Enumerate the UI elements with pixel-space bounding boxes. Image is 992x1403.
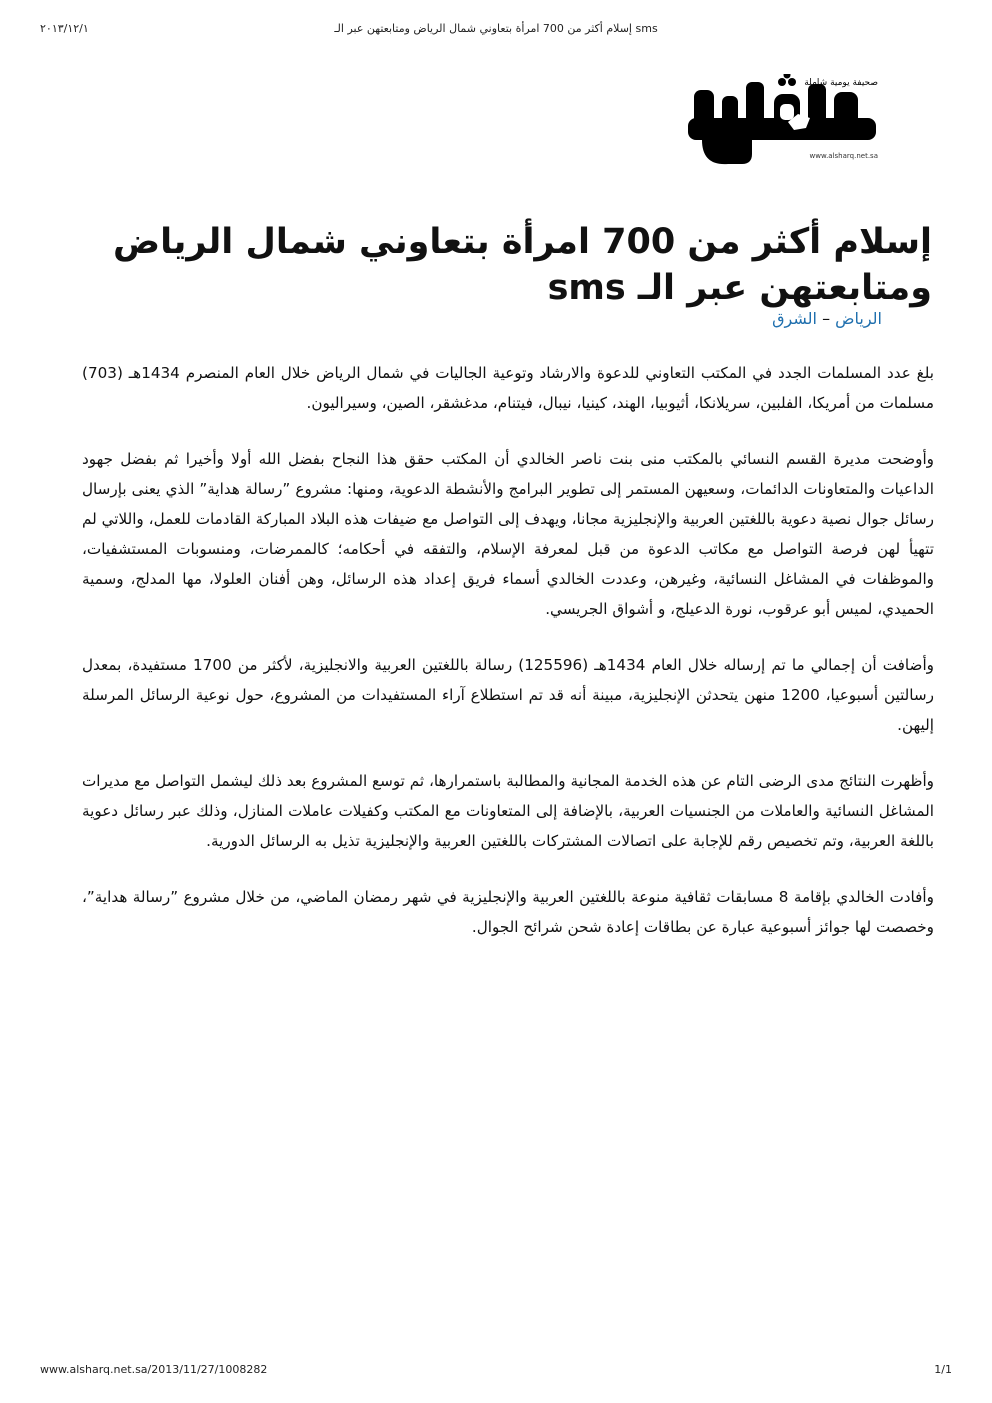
print-footer [40, 1363, 952, 1379]
print-date: ٢٠١٣/١٢/١ [40, 22, 89, 35]
print-title: sms إسلام أكثر من 700 امرأة بتعاوني شمال الرياض ومتابعتهن عبر الـ [334, 22, 658, 35]
print-header [40, 22, 952, 38]
article-paragraph: بلغ عدد المسلمات الجدد في المكتب التعاوني للدعوة والارشاد وتوعية الجاليات في شمال الرياض خلال العام المنصرم 1434هـ (703) مسلمات من أمريكا، الفلبين، سريلانكا، أثيوبيا، الهند، كينيا، نيبال، فيتنام، مدغشقر، الصين، وسيراليون. [82, 364, 934, 412]
article-headline: إسلام أكثر من 700 امرأة بتعاوني شمال الرياض ومتابعتهن عبر الـ sms [113, 222, 932, 309]
article-paragraph: وأفادت الخالدي بإقامة 8 مسابقات ثقافية منوعة باللغتين العربية والإنجليزية في شهر رمضان الماضي، من خلال مشروع ”رسالة هداية”، وخصصت لها جوائز أسبوعية عبارة عن بطاقات إعادة شحن شرائح الجوال. [82, 888, 934, 936]
article-paragraph: وأضافت أن إجمالي ما تم إرساله خلال العام 1434هـ (125596) رسالة باللغتين العربية والانجليزية، لأكثر من 1700 مستفيدة، بمعدل رسالتين أسبوعيا، 1200 منهن يتحدثن الإنجليزية، مبينة أنه قد تم استطلاع آراء المستفيدات من المشروع، حول نوعية الرسائل المرسلة إليهن. [82, 656, 935, 734]
article-paragraph: وأظهرت النتائج مدى الرضى التام عن هذه الخدمة المجانية والمطالبة باستمرارها، ثم توسع المشروع بعد ذلك ليشمل التواصل مع مديرات المشاغل النسائية والعاملات من الجنسيات العربية، بالإضافة إلى المتعاونات مع المكتب وكفيلات عاملات المنازل، وذلك عبر رسائل دعوية باللغة العربية، وتم تخصيص رقم للإجابة على اتصالات المشتركات باللغتين العربية والإنجليزية تذيل به الرسائل الدورية. [82, 772, 934, 850]
logo-tagline: صحيفة يومية شاملة [804, 78, 878, 88]
print-url: www.alsharq.net.sa/2013/11/27/1008282 [40, 1363, 268, 1376]
byline-source-link[interactable]: الشرق [772, 309, 817, 328]
page-number: 1/1 [934, 1363, 952, 1376]
article-paragraph: وأوضحت مديرة القسم النسائي بالمكتب منى بنت ناصر الخالدي أن المكتب حقق هذا النجاح بفضل الله أولا وأخيرا ثم بفضل جهود الداعيات والمتعاونات الدائمات، وسعيهن المستمر إلى تطوير البرامج والأنشطة الدعوية، ومنها: مشروع ”رسالة هداية” الذي يعنى بإرسال رسائل جوال نصية دعوية باللغتين العربية والإنجليزية مجانا، ويهدف إلى التواصل مع ضيفات هذه البلاد المباركة القادمات للعمل، واللاتي لم تتهيأ لهن فرصة التواصل مع مكاتب الدعوة من قبل لمعرفة الإسلام، والتفقه في أحكامه؛ كالممرضات، ومنسوبات المستشفيات، والموظفات في المشاغل النسائية، وغيرهن، وعددت الخالدي أسماء فريق إعداد هذه الرسائل، وهن أفنان العلولا، مها المدلج، وسمية الحميدي، لميس أبو عرقوب، نورة الدعيلج، و أشواق الجريسي. [82, 450, 934, 618]
article-body [82, 358, 934, 968]
logo-url: www.alsharq.net.sa [809, 152, 878, 160]
byline-separator: – [822, 309, 831, 328]
alsharq-logo[interactable] [682, 74, 882, 170]
byline [772, 309, 882, 328]
byline-location-link[interactable]: الرياض [835, 309, 882, 328]
alsharq-logo-graphic [682, 74, 882, 170]
